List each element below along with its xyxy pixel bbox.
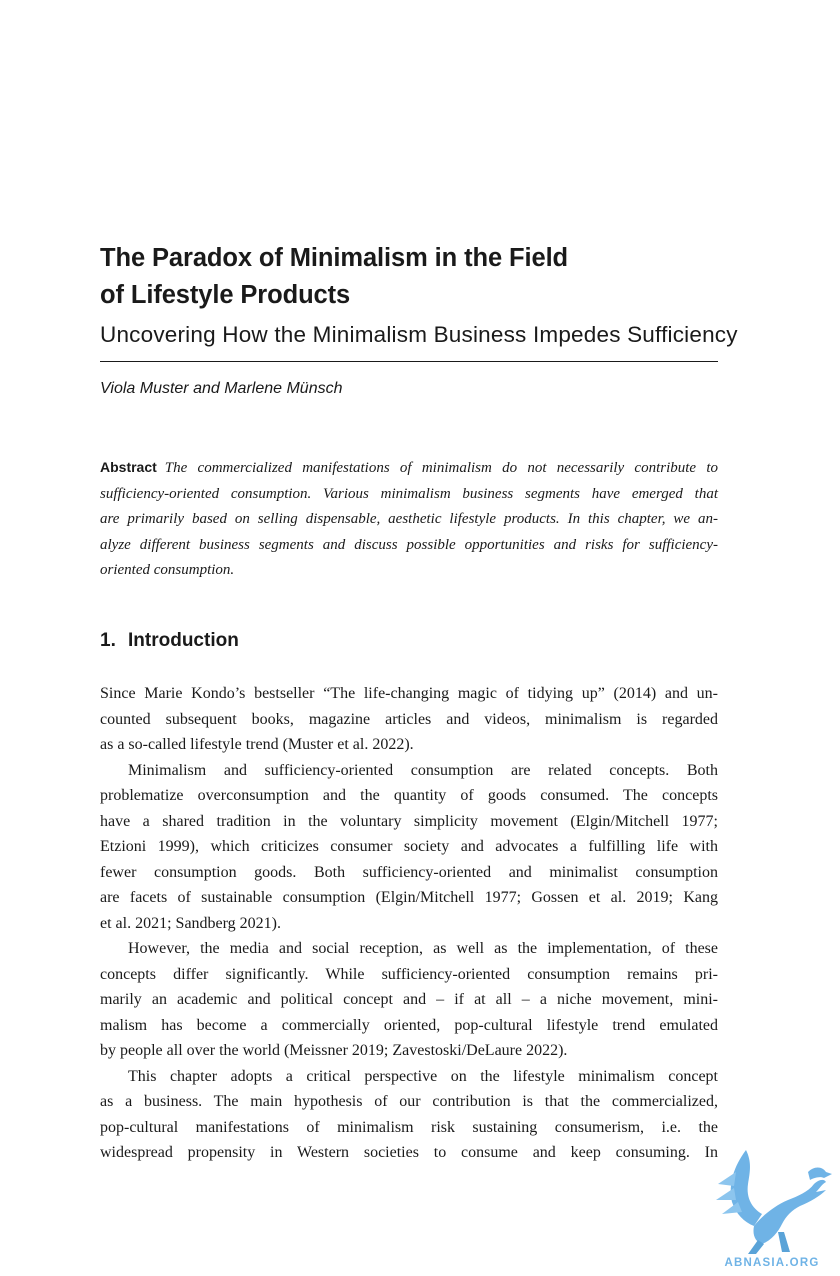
paragraph	[100, 936, 718, 1064]
watermark-logo	[708, 1144, 836, 1272]
title-divider	[100, 361, 718, 362]
text-line: Since Marie Kondo’s bestseller “The life-changing magic of tidying up” (2014) and un-	[100, 685, 718, 702]
abstract	[100, 455, 718, 584]
text-line: have a shared tradition in the voluntary simplicity movement (Elgin/Mitchell 1977;	[100, 812, 718, 830]
section-number: 1.	[100, 630, 116, 651]
text-line: are facets of sustainable consumption (Elgin/Mitchell 1977; Gossen et al. 2019; Kang	[100, 889, 718, 906]
text-line: problematize overconsumption and the quantity of goods consumed. The concepts	[100, 787, 718, 804]
griffin-icon	[716, 1150, 832, 1254]
chapter-title-line: of Lifestyle Products	[100, 281, 351, 309]
chapter-subtitle: Uncovering How the Minimalism Business Impedes Sufficiency	[100, 322, 738, 347]
abstract-line: alyze different business segments and discuss possible opportunities and risks for sufficiency-	[100, 536, 718, 553]
text-line: marily an academic and political concept and – if at all – a niche movement, mini-	[100, 991, 718, 1008]
abstract-line: sufficiency-oriented consumption. Various minimalism business segments have emerged that	[100, 485, 718, 502]
abstract-line: oriented consumption.	[100, 562, 235, 578]
chapter-authors: Viola Muster and Marlene Münsch	[100, 380, 343, 397]
text-line: as a so-called lifestyle trend (Muster et al. 2022).	[100, 736, 414, 753]
griffin-head	[808, 1168, 832, 1181]
text-line: pop-cultural manifestations of minimalism risk sustaining consumerism, i.e. the	[100, 1118, 718, 1136]
griffin-wing	[731, 1150, 762, 1226]
abstract-line: are primarily based on selling dispensable, aesthetic lifestyle products. In this chapter, we an-	[100, 511, 718, 527]
text-line: by people all over the world (Meissner 2019; Zavestoski/DeLaure 2022).	[100, 1042, 568, 1059]
chapter-title	[100, 240, 660, 314]
section-title: Introduction	[128, 630, 239, 651]
paragraph	[100, 681, 718, 758]
paragraph	[100, 1064, 718, 1166]
abstract-label: Abstract	[100, 459, 157, 475]
text-line: concepts differ significantly. While sufficiency-oriented consumption remains pri-	[100, 965, 718, 983]
text-line: fewer consumption goods. Both sufficiency-oriented and minimalist consumption	[100, 863, 718, 881]
text-line: This chapter adopts a critical perspective on the lifestyle minimalism concept	[128, 1067, 718, 1085]
body-text	[100, 681, 718, 1166]
section-heading	[100, 627, 239, 655]
watermark-text: ABNASIA.ORG	[724, 1257, 820, 1269]
text-line: widespread propensity in Western societies to consume and keep consuming. In	[100, 1144, 718, 1161]
abstract-line	[100, 455, 718, 482]
abstract-text: The commercialized manifestations of minimalism do not necessarily contribute to	[164, 460, 718, 476]
text-line: et al. 2021; Sandberg 2021).	[100, 914, 282, 932]
text-line: counted subsequent books, magazine articles and videos, minimalism is regarded	[100, 710, 718, 728]
text-line: as a business. The main hypothesis of our contribution is that the commercialized,	[100, 1093, 718, 1110]
chapter-title-line: The Paradox of Minimalism in the Field	[100, 244, 569, 272]
text-line: malism has become a commercially oriented, pop-cultural lifestyle trend emulated	[100, 1016, 718, 1034]
paragraph	[100, 758, 718, 937]
text-line: Etzioni 1999), which criticizes consumer society and advocates a fulfilling life with	[100, 838, 718, 855]
text-line: However, the media and social reception, as well as the implementation, of these	[128, 940, 718, 957]
griffin-body	[753, 1180, 826, 1244]
text-line: Minimalism and sufficiency-oriented consumption are related concepts. Both	[128, 761, 718, 779]
